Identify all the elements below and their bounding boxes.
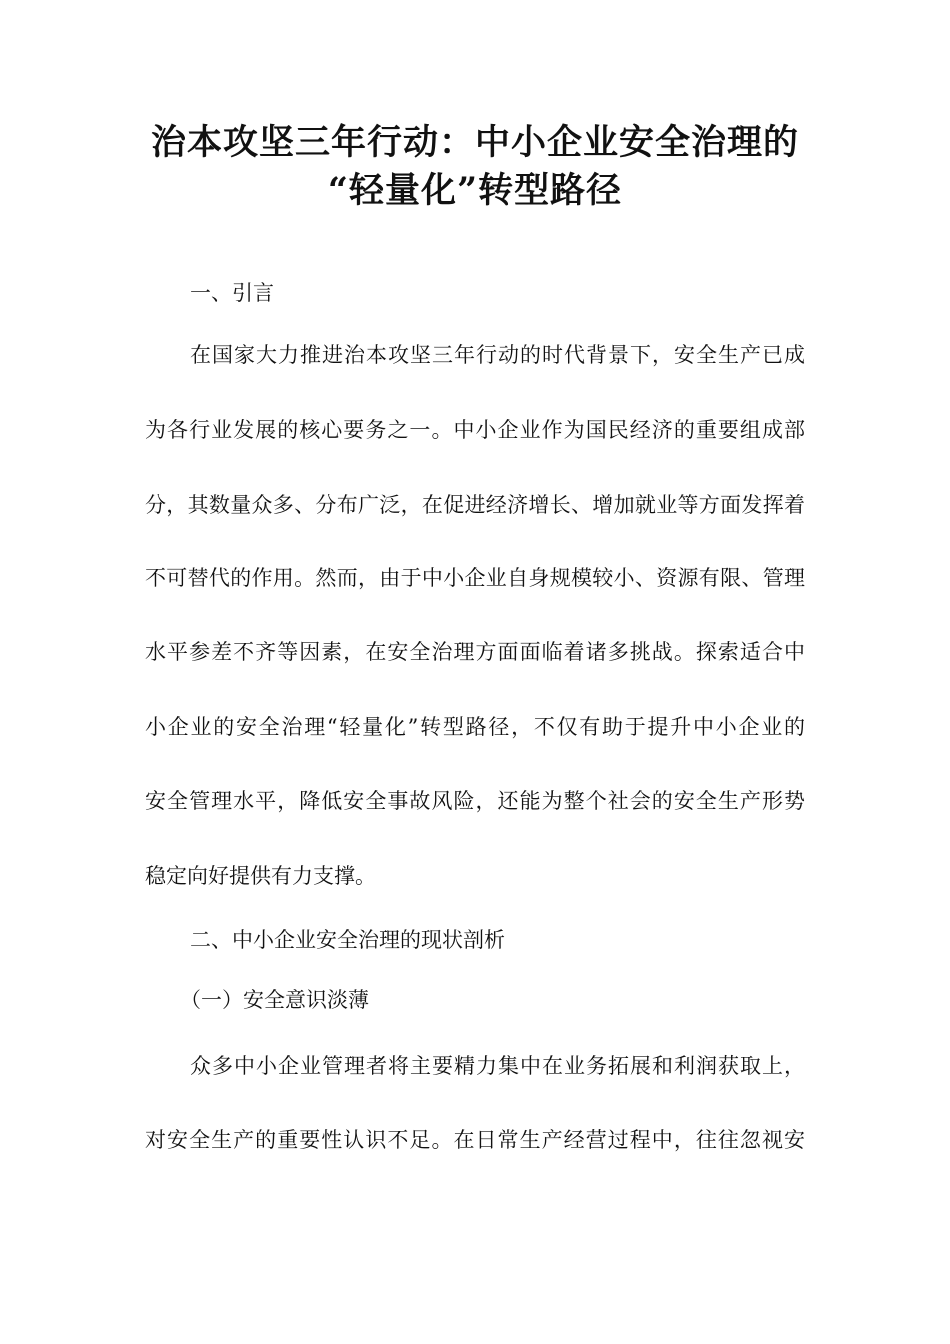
paragraph-line: 为各行业发展的核心要务之一。中小企业作为国民经济的重要组成部 xyxy=(145,418,805,442)
title-line-1: 治本攻坚三年行动：中小企业安全治理的 xyxy=(150,122,799,163)
paragraph-line: 众多中小企业管理者将主要精力集中在业务拓展和利润获取上， xyxy=(190,1054,805,1078)
paragraph-line: 不可替代的作用。然而，由于中小企业自身规模较小、资源有限、管理 xyxy=(145,566,805,590)
paragraph-line: 稳定向好提供有力支撑。 xyxy=(145,864,376,888)
paragraph-line: 小企业的安全治理“轻量化”转型路径，不仅有助于提升中小企业的 xyxy=(145,715,805,739)
paragraph-line: 分，其数量众多、分布广泛，在促进经济增长、增加就业等方面发挥着 xyxy=(145,493,805,517)
section-heading-status-analysis: 二、中小企业安全治理的现状剖析 xyxy=(190,928,505,952)
paragraph-line: 在国家大力推进治本攻坚三年行动的时代背景下，安全生产已成 xyxy=(190,343,805,367)
paragraph-line: 对安全生产的重要性认识不足。在日常生产经营过程中，往往忽视安 xyxy=(145,1128,805,1152)
paragraph-line: 安全管理水平，降低安全事故风险，还能为整个社会的安全生产形势 xyxy=(145,789,805,813)
section-heading-introduction: 一、引言 xyxy=(190,281,274,305)
title-line-2: “轻量化”转型路径 xyxy=(327,170,623,211)
paragraph-line: 水平参差不齐等因素，在安全治理方面面临着诸多挑战。探索适合中 xyxy=(145,640,805,664)
subsection-heading-safety-awareness: （一）安全意识淡薄 xyxy=(180,988,369,1012)
